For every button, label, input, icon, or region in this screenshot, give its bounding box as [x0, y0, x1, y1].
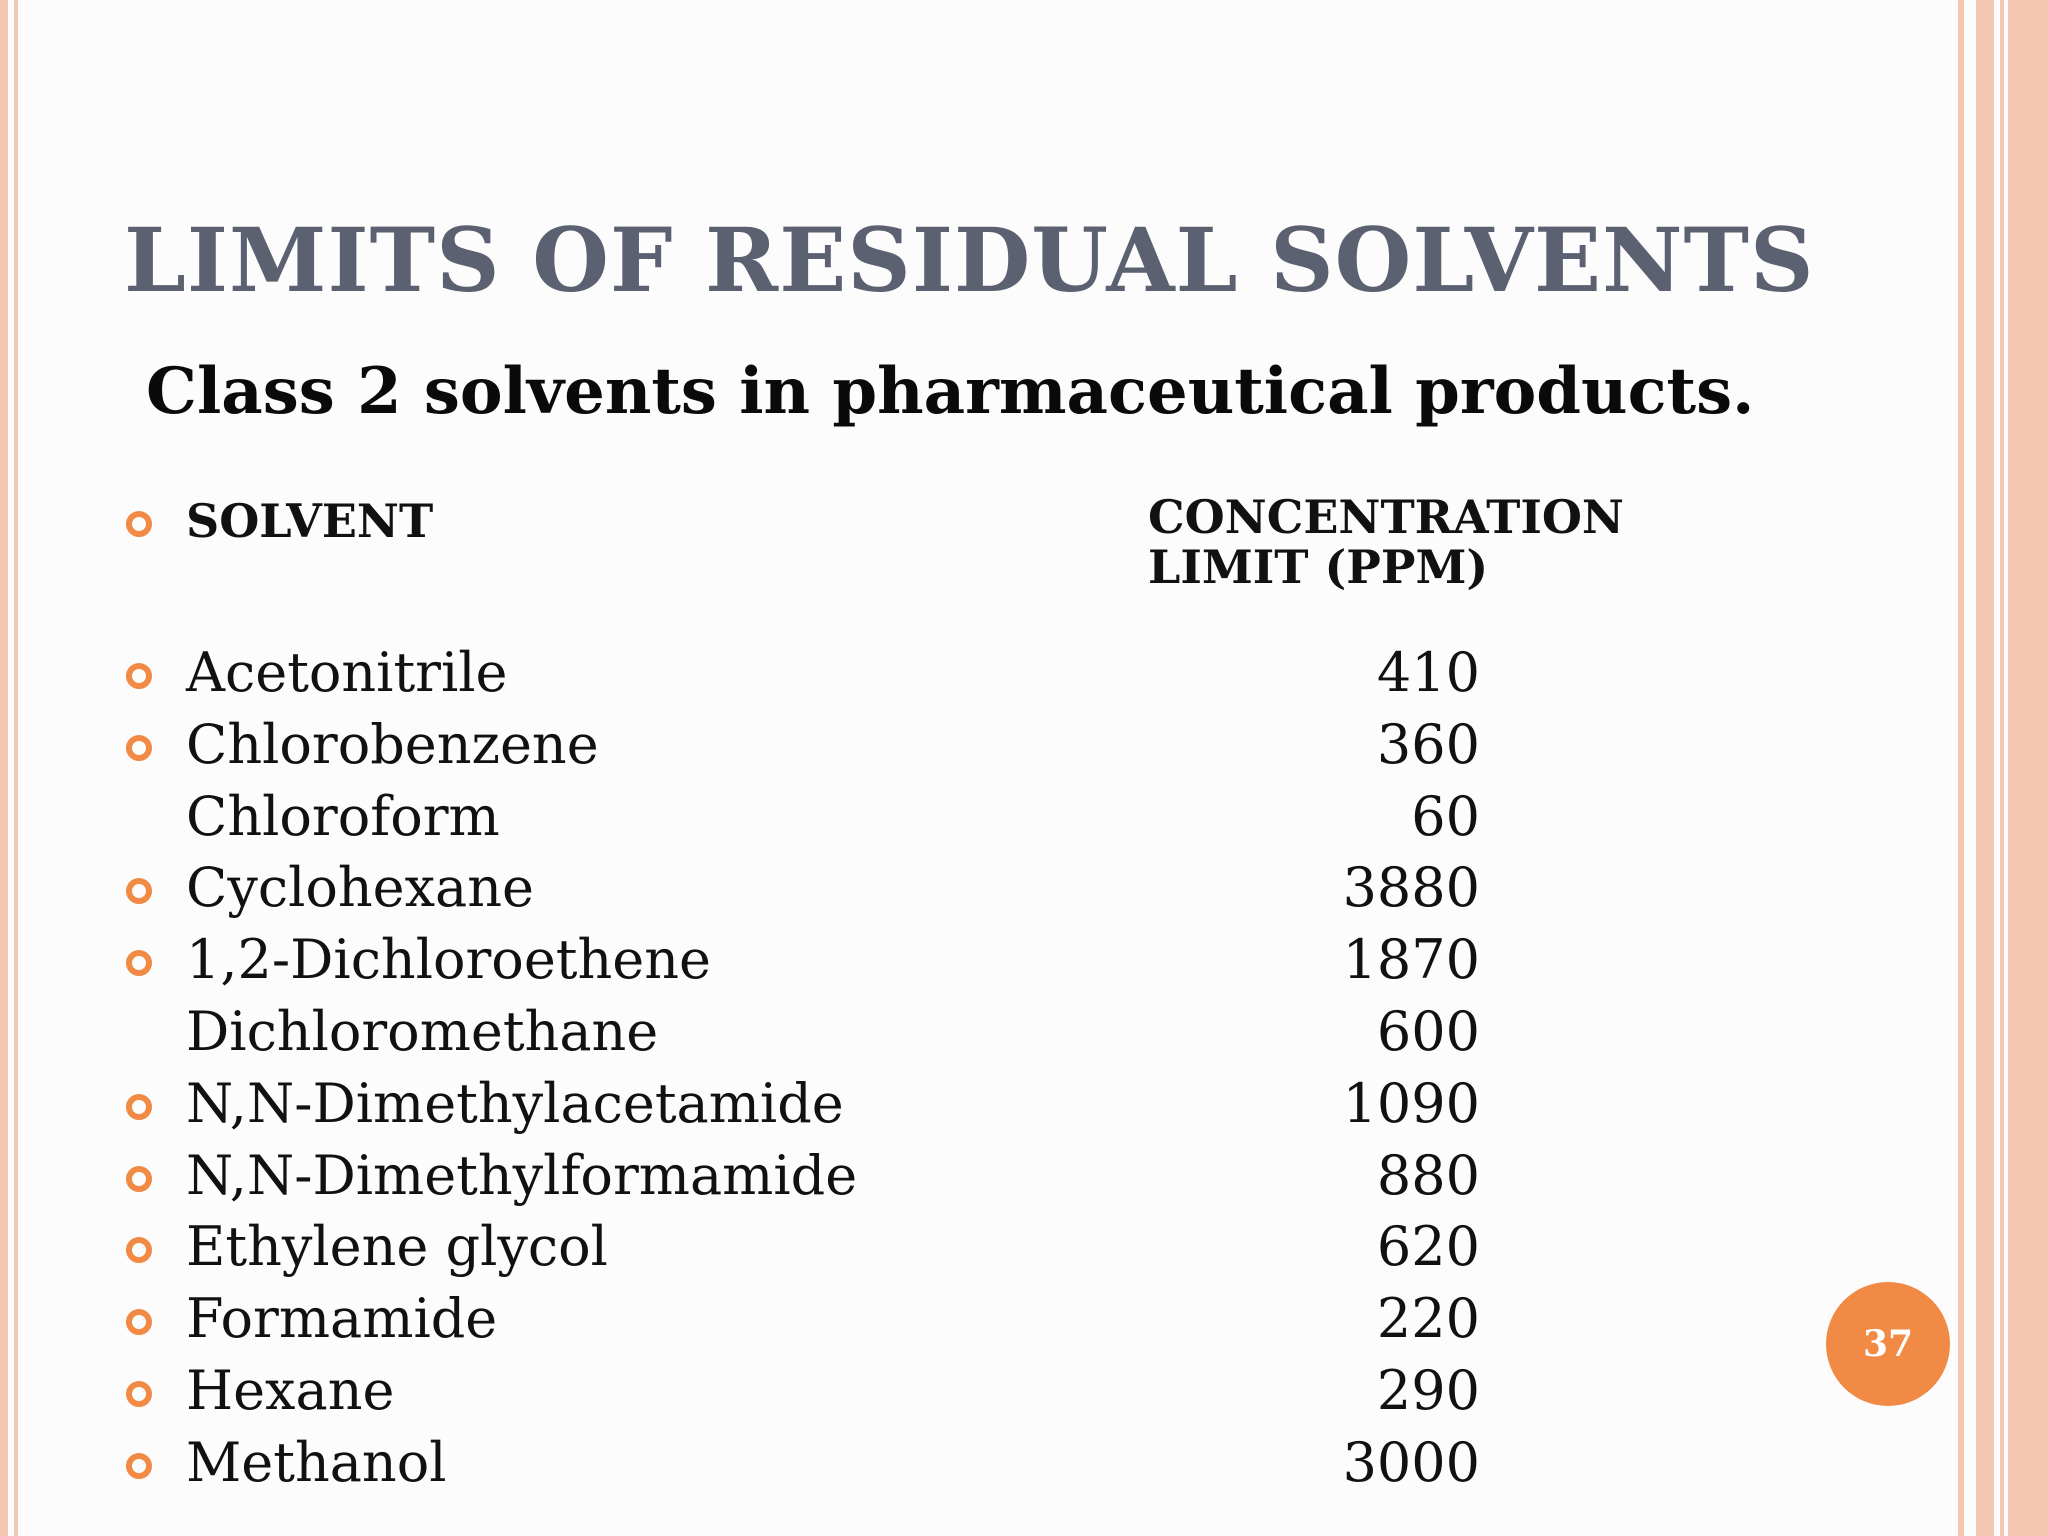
slide-title: LIMITS OF RESIDUAL SOLVENTS: [124, 208, 1815, 312]
solvent-name: Cyclohexane: [186, 856, 534, 919]
header-concentration-limit: [1148, 492, 1624, 592]
solvent-name: Acetonitrile: [186, 641, 508, 704]
table-row: [0, 925, 1700, 995]
concentration-limit-value: 290: [1376, 1359, 1480, 1422]
concentration-limit-value: 3880: [1342, 856, 1480, 919]
right-border-stripe: [2008, 0, 2048, 1536]
header-concentration-line1: CONCENTRATION: [1148, 490, 1624, 544]
solvent-name: N,N-Dimethylacetamide: [186, 1072, 844, 1135]
table-row: [0, 782, 1700, 852]
bullet-icon: [126, 511, 152, 537]
solvent-name: 1,2-Dichloroethene: [186, 928, 711, 991]
bullet-icon: [126, 663, 152, 689]
bullet-icon: [126, 1166, 152, 1192]
table-row: [0, 853, 1700, 923]
solvent-name: Ethylene glycol: [186, 1215, 608, 1278]
concentration-limit-value: 1090: [1342, 1072, 1480, 1135]
table-row: [0, 1069, 1700, 1139]
bullet-icon: [126, 1237, 152, 1263]
right-border-stripe: [2000, 0, 2004, 1536]
header-concentration-line2: LIMIT (PPM): [1148, 540, 1489, 594]
concentration-limit-value: 880: [1376, 1144, 1480, 1207]
bullet-icon: [126, 950, 152, 976]
solvent-name: Chloroform: [186, 785, 500, 848]
bullet-icon: [126, 1381, 152, 1407]
concentration-limit-value: 1870: [1342, 928, 1480, 991]
table-row: [0, 1428, 1700, 1498]
table-row: [0, 997, 1700, 1067]
page-number-badge: 37: [1826, 1282, 1950, 1406]
right-border-stripe: [1958, 0, 1964, 1536]
concentration-limit-value: 620: [1376, 1215, 1480, 1278]
header-solvent: SOLVENT: [186, 494, 434, 548]
solvent-name: N,N-Dimethylformamide: [186, 1144, 858, 1207]
bullet-icon: [126, 735, 152, 761]
solvent-name: Hexane: [186, 1359, 395, 1422]
table-row: [0, 710, 1700, 780]
concentration-limit-value: 360: [1376, 713, 1480, 776]
concentration-limit-value: 410: [1376, 641, 1480, 704]
table-row: [0, 1356, 1700, 1426]
table-row: [0, 1141, 1700, 1211]
bullet-icon: [126, 1094, 152, 1120]
solvent-name: Methanol: [186, 1431, 447, 1494]
solvent-name: Dichloromethane: [186, 1000, 659, 1063]
bullet-icon: [126, 878, 152, 904]
solvent-name: Formamide: [186, 1287, 498, 1350]
solvent-name: Chlorobenzene: [186, 713, 599, 776]
concentration-limit-value: 600: [1376, 1000, 1480, 1063]
bullet-icon: [126, 1453, 152, 1479]
bullet-icon: [126, 1309, 152, 1335]
concentration-limit-value: 60: [1411, 785, 1480, 848]
concentration-limit-value: 3000: [1342, 1431, 1480, 1494]
table-row: [0, 1284, 1700, 1354]
table-row: [0, 638, 1700, 708]
concentration-limit-value: 220: [1376, 1287, 1480, 1350]
table-row: [0, 1212, 1700, 1282]
right-border-stripe: [1976, 0, 1994, 1536]
slide-subtitle: Class 2 solvents in pharmaceutical products.: [146, 354, 1755, 429]
